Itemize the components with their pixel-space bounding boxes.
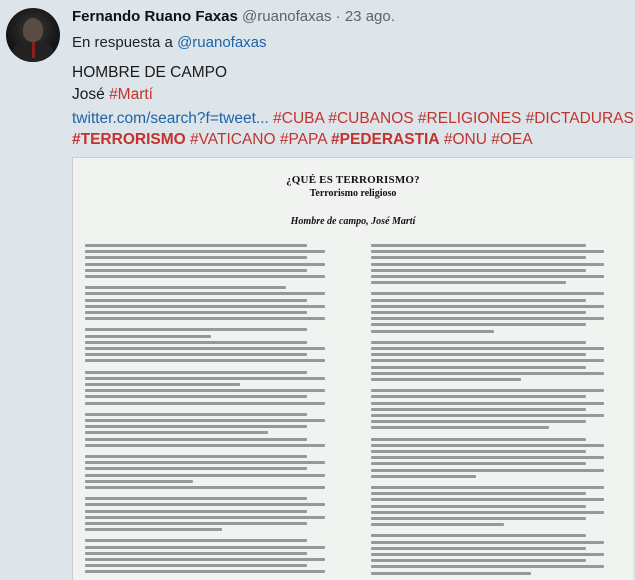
document-text-line: [85, 299, 307, 302]
document-text-line: [371, 330, 494, 333]
document-text-line: [85, 371, 307, 374]
document-text-line: [85, 395, 307, 398]
document-text-line: [371, 402, 604, 405]
document-text-line: [371, 505, 586, 508]
document-title: ¿QUÉ ES TERRORISMO?: [286, 174, 420, 186]
hashtag-link[interactable]: #CUBANOS: [328, 110, 414, 127]
author-name[interactable]: Fernando Ruano Faxas: [72, 8, 238, 25]
tweet-text-line-1: HOMBRE DE CAMPO: [72, 64, 228, 81]
attached-document-image[interactable]: [72, 157, 633, 580]
document-text-line: [85, 486, 325, 489]
document-text-line: [371, 372, 604, 375]
document-text-line: [371, 475, 476, 478]
document-text-line: [371, 353, 586, 356]
document-text-line: [371, 263, 604, 266]
document-text-line: [85, 546, 325, 549]
document-text-line: [85, 353, 307, 356]
document-text-line: [371, 541, 604, 544]
document-text-line: [371, 534, 586, 537]
document-text-line: [371, 299, 586, 302]
document-text-line: [85, 383, 240, 386]
document-text-line: [85, 539, 307, 542]
document-text-line: [371, 359, 604, 362]
document-text-line: [85, 244, 307, 247]
hashtags-row-2: [72, 131, 533, 149]
document-text-line: [85, 528, 222, 531]
document-text-line: [371, 565, 604, 568]
line2-prefix: José: [72, 86, 105, 103]
avatar-face: [23, 18, 43, 42]
document-text-line: [371, 244, 586, 247]
hashtag-link[interactable]: #DICTADURAS: [525, 110, 634, 127]
document-text-line: [371, 250, 604, 253]
document-text-line: [85, 292, 325, 295]
document-text-line: [371, 389, 604, 392]
hashtag-link[interactable]: #Martí: [109, 86, 153, 103]
document-text-line: [371, 275, 604, 278]
hashtag-link[interactable]: #PEDERASTIA: [331, 131, 440, 148]
avatar-tie: [32, 42, 35, 58]
document-text-line: [85, 497, 307, 500]
document-text-line: [85, 564, 307, 567]
search-url-link[interactable]: twitter.com/search?f=tweet...: [72, 110, 269, 127]
hashtags-row-1: [273, 110, 634, 127]
document-text-line: [371, 347, 604, 350]
author-handle[interactable]: @ruanofaxas: [242, 8, 332, 25]
document-text-line: [371, 456, 604, 459]
reply-context: [72, 34, 267, 51]
hashtag-link[interactable]: #ONU: [443, 131, 487, 148]
hashtag-link[interactable]: #CUBA: [273, 110, 325, 127]
document-text-line: [85, 335, 211, 338]
document-text-line: [85, 510, 307, 513]
document-text-line: [85, 467, 307, 470]
document-text-line: [85, 402, 325, 405]
reply-prefix: En respuesta a: [72, 34, 173, 51]
document-text-line: [371, 462, 586, 465]
document-text-line: [371, 420, 586, 423]
document-text-line: [371, 395, 586, 398]
document-text-line: [85, 263, 325, 266]
document-text-line: [371, 378, 521, 381]
tweet-text-line-2: [72, 86, 153, 104]
document-text-line: [85, 552, 307, 555]
document-text-line: [371, 498, 604, 501]
document-text-line: [371, 341, 586, 344]
document-text-line: [85, 480, 193, 483]
document-text-line: [85, 389, 325, 392]
document-text-line: [85, 474, 325, 477]
document-text-line: [85, 359, 325, 362]
document-text-line: [371, 311, 586, 314]
document-text-line: [85, 269, 307, 272]
document-text-line: [85, 455, 307, 458]
document-text-line: [85, 431, 268, 434]
document-text-line: [371, 323, 586, 326]
document-text-line: [85, 317, 325, 320]
reply-mention-link[interactable]: @ruanofaxas: [177, 34, 267, 51]
tweet-header: [72, 8, 395, 25]
header-separator: ·: [335, 8, 341, 25]
hashtag-link[interactable]: #RELIGIONES: [417, 110, 522, 127]
document-text-line: [85, 250, 325, 253]
document-text-line: [371, 414, 604, 417]
document-text-line: [371, 426, 549, 429]
document-text-line: [371, 469, 604, 472]
document-text-line: [371, 444, 604, 447]
document-text-line: [371, 292, 604, 295]
document-text-line: [85, 377, 325, 380]
document-text-line: [371, 450, 586, 453]
document-text-line: [371, 511, 604, 514]
document-text-line: [85, 425, 307, 428]
document-text-line: [371, 281, 566, 284]
document-text-line: [85, 558, 325, 561]
document-text-line: [85, 347, 325, 350]
document-text-line: [85, 516, 325, 519]
document-text-line: [371, 523, 504, 526]
document-text-line: [85, 328, 307, 331]
document-text-line: [371, 317, 604, 320]
document-text-line: [371, 305, 604, 308]
hashtag-link[interactable]: #OEA: [491, 131, 533, 148]
document-text-line: [371, 408, 586, 411]
document-text-line: [85, 570, 325, 573]
document-text-line: [85, 256, 307, 259]
avatar[interactable]: [6, 8, 60, 62]
document-text-line: [371, 492, 586, 495]
document-text-line: [85, 311, 307, 314]
document-byline: Hombre de campo, José Martí: [290, 216, 416, 227]
document-text-line: [371, 256, 586, 259]
document-text-line: [85, 413, 307, 416]
document-subtitle: Terrorismo religioso: [309, 188, 397, 199]
document-text-line: [85, 286, 286, 289]
document-text-line: [371, 572, 531, 575]
document-text-line: [371, 438, 586, 441]
document-text-line: [85, 275, 325, 278]
document-text-line: [85, 419, 325, 422]
tweet-date[interactable]: 23 ago.: [344, 8, 395, 25]
document-text-line: [85, 503, 325, 506]
tweet-text-line-3: [72, 110, 634, 128]
document-text-line: [85, 522, 307, 525]
document-text-line: [85, 461, 325, 464]
document-text-line: [371, 559, 586, 562]
hashtag-link[interactable]: #PAPA: [279, 131, 327, 148]
document-text-line: [85, 341, 307, 344]
document-text-line: [371, 547, 586, 550]
hashtag-link[interactable]: #VATICANO: [190, 131, 276, 148]
document-text-line: [85, 444, 325, 447]
document-text-line: [371, 517, 586, 520]
document-text-line: [371, 486, 604, 489]
document-text-line: [371, 269, 586, 272]
document-text-line: [85, 438, 307, 441]
hashtag-link[interactable]: #TERRORISMO: [72, 131, 186, 148]
document-text-line: [85, 305, 325, 308]
document-text-line: [371, 366, 586, 369]
document-text-line: [371, 553, 604, 556]
